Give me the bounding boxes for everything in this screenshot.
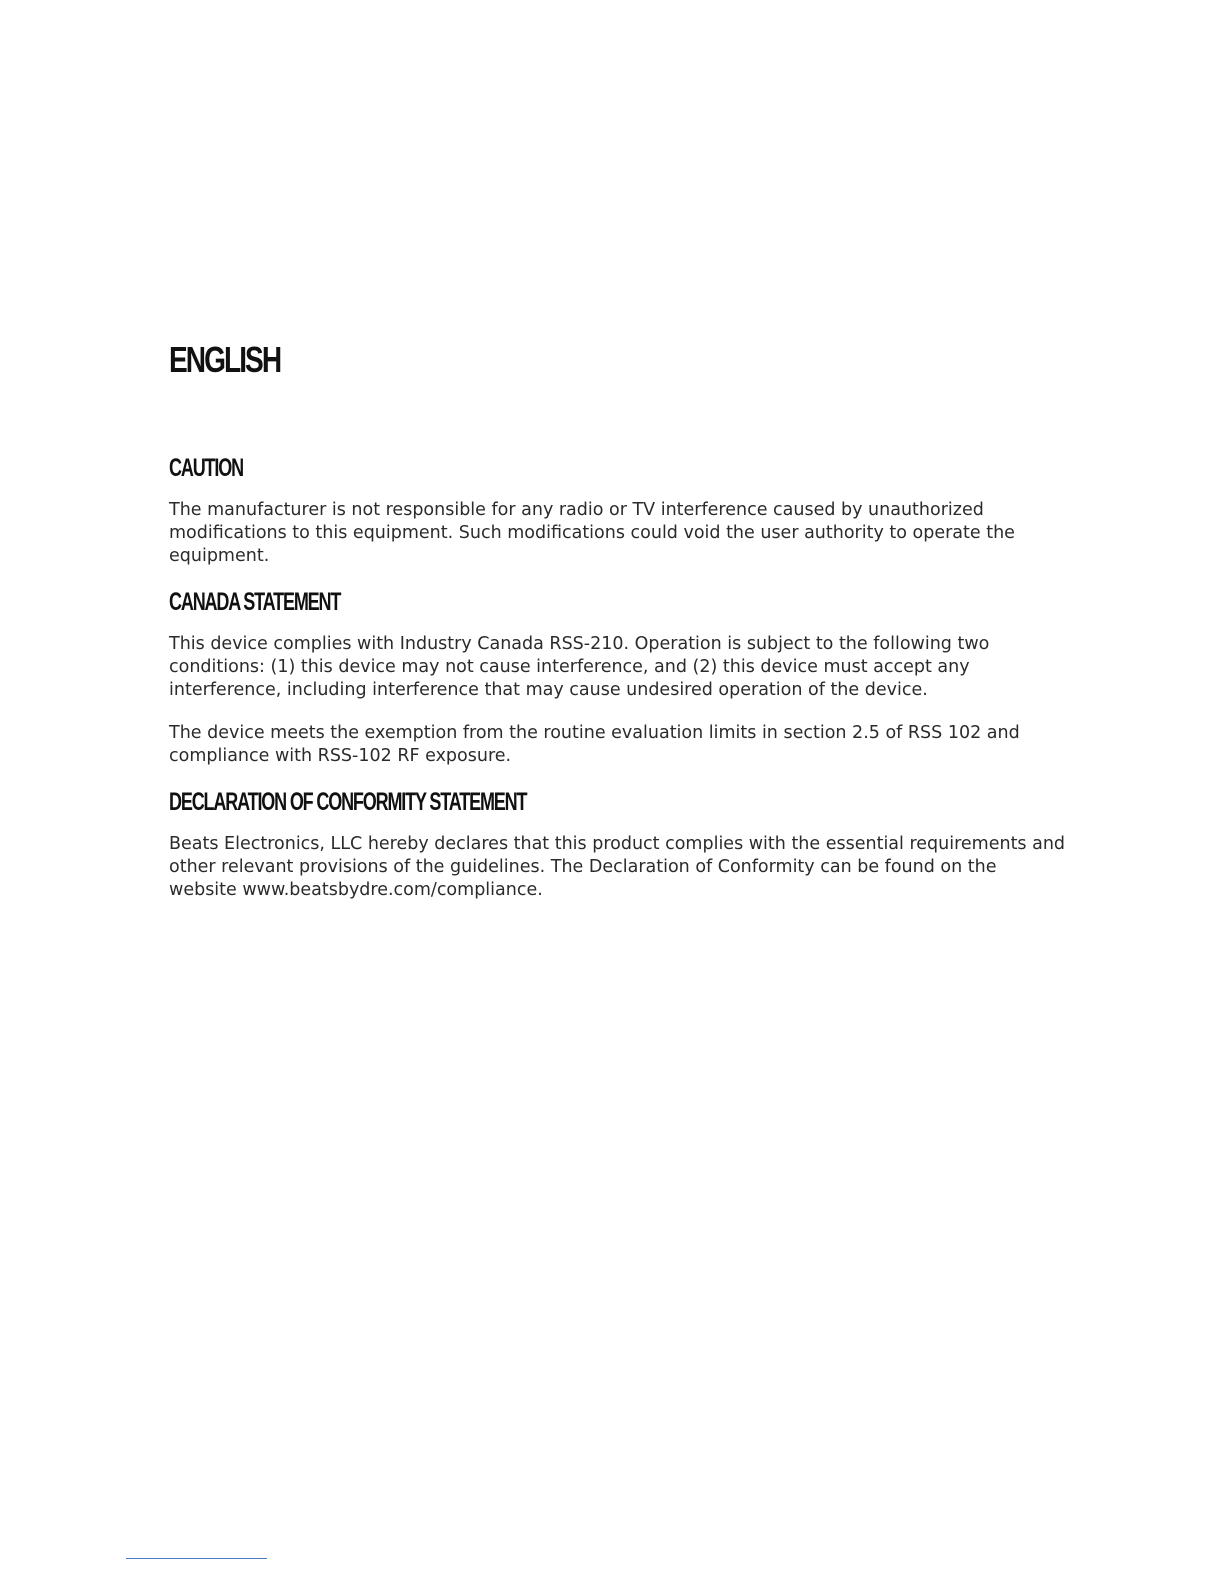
caution-paragraph: The manufacturer is not responsible for any radio or TV interference caused by unauthorized modifications to this equipment. Such modifications could void the user authority to operate the equipment. (169, 500, 1015, 566)
page-title: ENGLISH (169, 339, 281, 380)
canada-statement-paragraph-2: The device meets the exemption from the routine evaluation limits in section 2.5 of RSS 102 and compliance with RSS-102 RF exposure. (169, 723, 1020, 766)
footer-rule (126, 1558, 267, 1559)
declaration-of-conformity-heading: DECLARATION OF CONFORMITY STATEMENT (169, 788, 527, 816)
document-body (169, 450, 1069, 902)
declaration-of-conformity-paragraph: Beats Electronics, LLC hereby declares that this product complies with the essential requirements and other relevant provisions of the guidelines. The Declaration of Conformity can be found on the website www.beatsbydre.com/compliance. (169, 834, 1066, 900)
caution-heading: CAUTION (169, 454, 243, 482)
canada-statement-paragraph-1: This device complies with Industry Canada RSS-210. Operation is subject to the following two conditions: (1) this device may not cause interference, and (2) this device must accept any interference, including interference that may cause undesired operation of the device. (169, 634, 990, 700)
canada-statement-heading: CANADA STATEMENT (169, 588, 341, 616)
